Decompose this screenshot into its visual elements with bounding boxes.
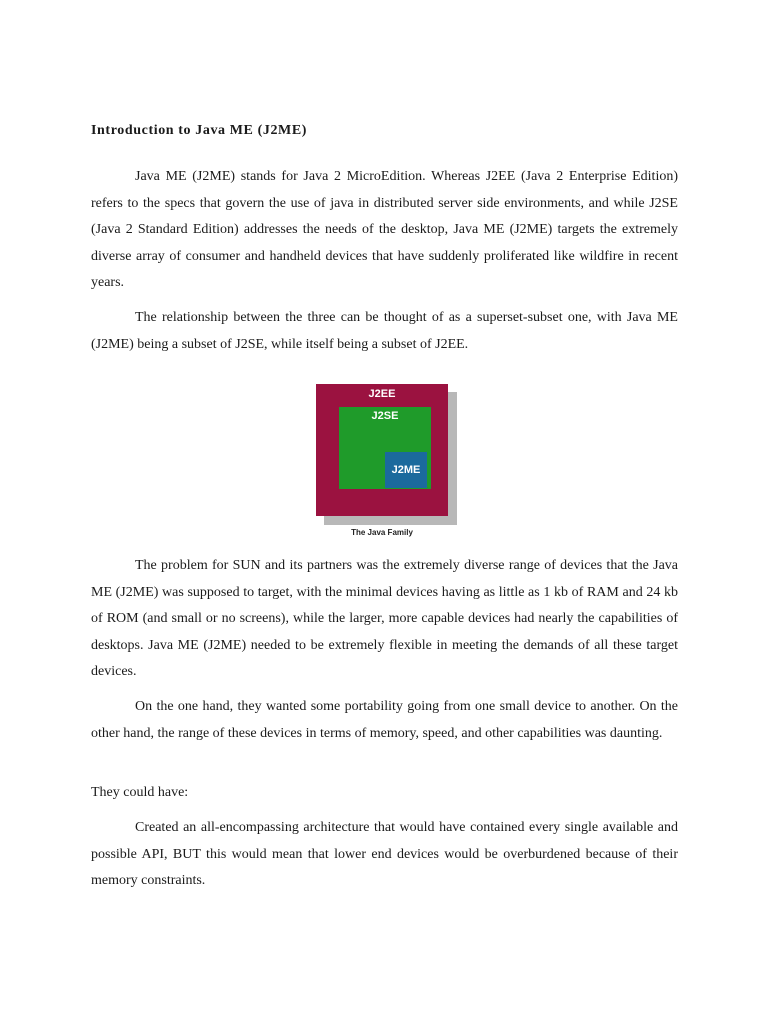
j2ee-label: J2EE [368,388,396,400]
j2me-label: J2ME [391,464,421,476]
page-title: Introduction to Java ME (J2ME) [91,123,308,138]
paragraph-intro: Java ME (J2ME) stands for Java 2 MicroEdition. Whereas J2EE (Java 2 Enterprise Edition) refers to the specs that govern the use of java in distributed server side environments, and while J2SE (Java 2 Standard Edition) addresses the needs of the desktop, Java ME (J2ME) targets the extremely diverse array of consumer and handheld devices that have suddenly proliferated like wildfire in recent years. [91,169,678,290]
paragraph-option-architecture: Created an all-encompassing architecture that would have contained every single available and possible API, BUT this would mean that lower end devices would be overburdened because of their memory constraints. [91,820,678,888]
paragraph-relationship: The relationship between the three can be thought of as a superset-subset one, with Java ME (J2ME) being a subset of J2SE, while itself being a subset of J2EE. [91,310,678,352]
figure-caption: The Java Family [351,528,413,537]
j2ee-box [316,384,448,516]
paragraph-problem: The problem for SUN and its partners was the extremely diverse range of devices that the Java ME (J2ME) was supposed to target, with the minimal devices having as little as 1 kb of RAM and 24 kb of ROM (and small or no screens), while the larger, more capable devices had nearly the capabilities of desktops. Java ME (J2ME) needed to be extremely flexible in meeting the demands of all these target devices. [91,558,678,679]
paragraph-portability: On the one hand, they wanted some portability going from one small device to another. On the other hand, the range of these devices in terms of memory, speed, and other capabilities was daunting. [91,699,678,741]
paragraph-options-intro: They could have: [91,785,189,800]
j2se-label: J2SE [371,410,399,422]
j2se-box [339,407,431,489]
j2me-box [385,452,427,488]
java-family-figure [316,384,456,541]
